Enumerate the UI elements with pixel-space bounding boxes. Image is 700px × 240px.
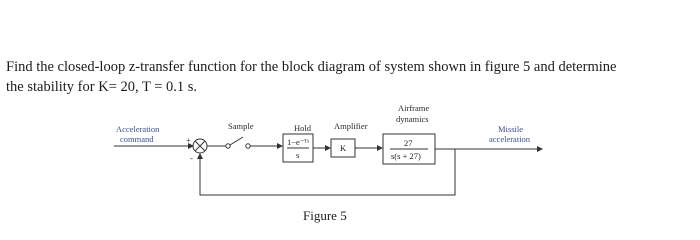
- sampler-switch-arm: [230, 137, 243, 145]
- hold-numerator: 1−e⁻ᵀˢ: [287, 137, 310, 147]
- plant-label-line2: dynamics: [396, 114, 429, 124]
- plant-numerator: 27: [404, 138, 413, 148]
- input-label-line1: Acceleration: [116, 124, 160, 134]
- amplifier-label: Amplifier: [334, 121, 368, 131]
- plant-denominator: s(s + 27): [391, 151, 421, 161]
- sampler-contact-right: [246, 144, 250, 148]
- hold-denominator: s: [296, 150, 300, 160]
- sampler-contact-left: [226, 144, 230, 148]
- summing-minus-sign: -: [190, 153, 193, 163]
- sampler-label: Sample: [228, 121, 254, 131]
- input-label-line2: command: [120, 134, 154, 144]
- problem-line-1: Find the closed-loop z-transfer function for the block diagram of system shown in figure 5 and determine: [6, 59, 617, 75]
- output-label-line1: Missile: [498, 124, 524, 134]
- summing-plus-sign: +: [186, 135, 191, 145]
- hold-label: Hold: [294, 123, 311, 133]
- figure-caption: Figure 5: [303, 208, 347, 223]
- problem-line-2: the stability for K= 20, T = 0.1 s.: [6, 79, 198, 95]
- plant-label-line1: Airframe: [398, 103, 430, 113]
- output-label-line2: acceleration: [489, 134, 531, 144]
- amplifier-gain: K: [340, 143, 347, 153]
- summing-junction: [193, 139, 207, 153]
